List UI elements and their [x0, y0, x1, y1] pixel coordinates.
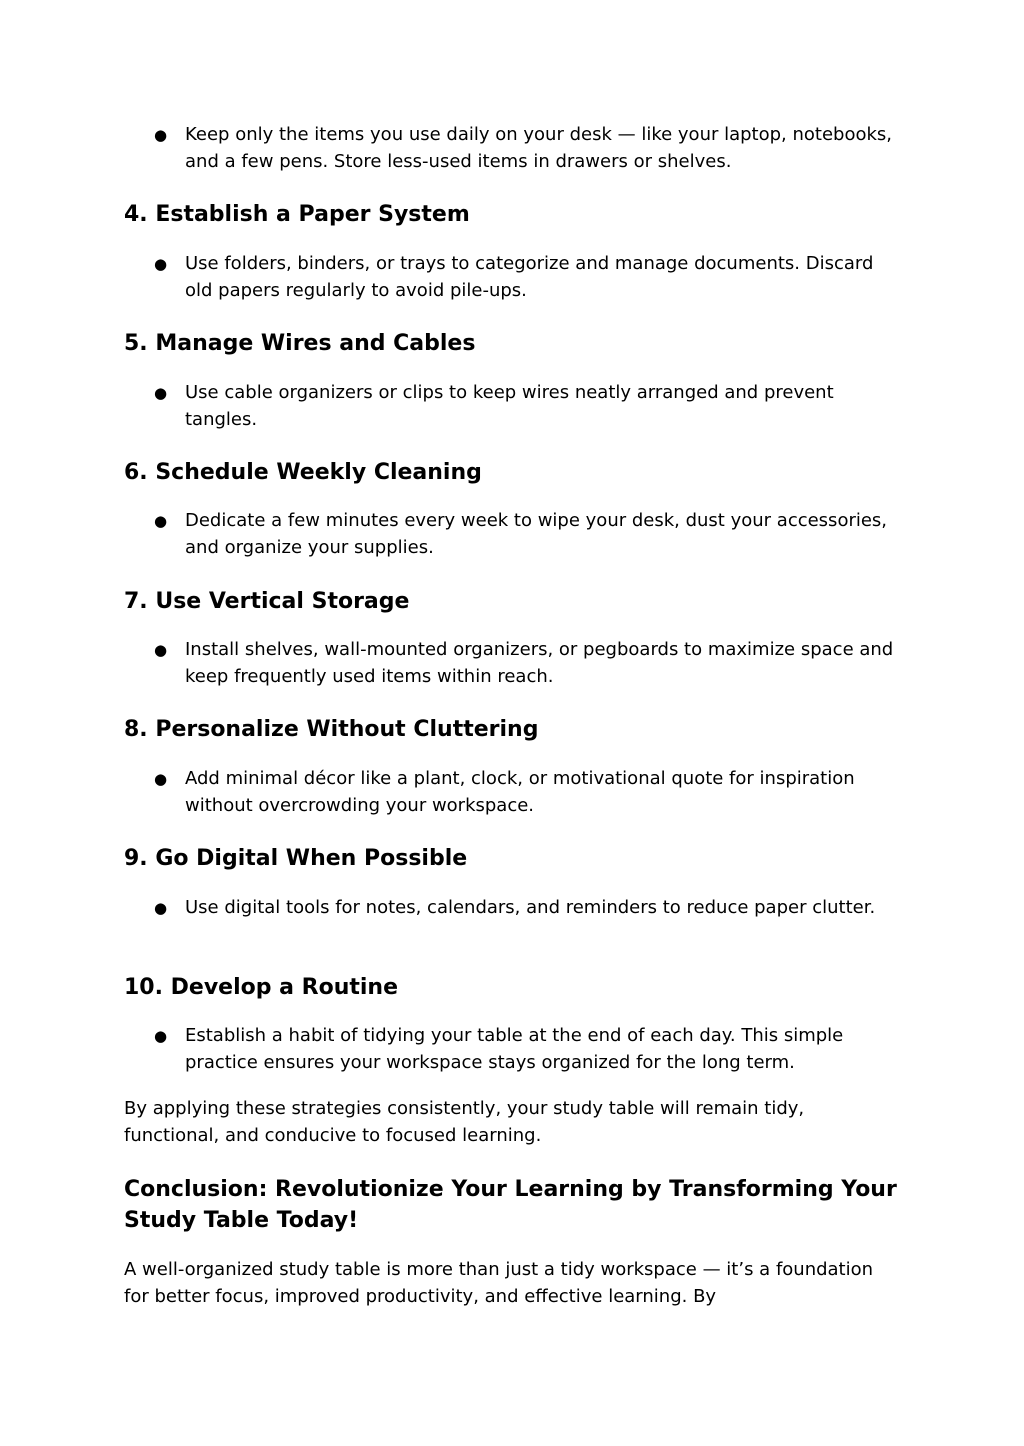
- bullet-icon: ●: [154, 899, 168, 917]
- bullet-icon: ●: [154, 512, 168, 530]
- bullet-icon: ●: [154, 641, 168, 659]
- list-item-text: Establish a habit of tidying your table at the end of each day. This simple practice ensures your workspace stays organized for the long term.: [185, 1025, 844, 1073]
- list-item-text: Use digital tools for notes, calendars, and reminders to reduce paper clutter.: [185, 897, 876, 918]
- list-item-text: Dedicate a few minutes every week to wipe your desk, dust your accessories, and organize your supplies.: [185, 510, 888, 558]
- list-item-text: Keep only the items you use daily on your desk — like your laptop, notebooks, and a few pens. Store less-used items in drawers or shelves.: [185, 124, 893, 172]
- section-heading-wires-cables: 5. Manage Wires and Cables: [124, 331, 476, 356]
- list-item: [124, 251, 900, 304]
- section-heading-weekly-cleaning: 6. Schedule Weekly Cleaning: [124, 460, 482, 485]
- conclusion-paragraph: A well-organized study table is more than just a tidy workspace — it’s a foundation for better focus, improved productivity, and effective learning. By: [124, 1259, 874, 1307]
- list-item-text: Use cable organizers or clips to keep wires neatly arranged and prevent tangles.: [185, 382, 834, 430]
- list-item: [124, 380, 900, 433]
- section-heading-go-digital: 9. Go Digital When Possible: [124, 846, 468, 871]
- bullet-icon: ●: [154, 1027, 168, 1045]
- bullet-icon: ●: [154, 255, 168, 273]
- list-item: [124, 637, 900, 690]
- bullet-icon: ●: [154, 770, 168, 788]
- bullet-icon: ●: [154, 126, 168, 144]
- list-item: [124, 766, 900, 819]
- bullet-icon: ●: [154, 384, 168, 402]
- list-item: [124, 508, 900, 561]
- list-item: [124, 1023, 900, 1076]
- section-heading-personalize: 8. Personalize Without Cluttering: [124, 717, 539, 742]
- list-item: [124, 895, 900, 922]
- list-item: [124, 122, 900, 175]
- list-item-text: Add minimal décor like a plant, clock, or motivational quote for inspiration without overcrowding your workspace.: [185, 768, 855, 816]
- list-item-text: Use folders, binders, or trays to categorize and manage documents. Discard old papers regularly to avoid pile-ups.: [185, 253, 874, 301]
- summary-paragraph: By applying these strategies consistently, your study table will remain tidy, functional, and conducive to focused learning.: [124, 1098, 805, 1146]
- list-item-text: Install shelves, wall-mounted organizers, or pegboards to maximize space and keep frequently used items within reach.: [185, 639, 894, 687]
- section-heading-paper-system: 4. Establish a Paper System: [124, 202, 470, 227]
- section-heading-routine: 10. Develop a Routine: [124, 975, 399, 1000]
- section-heading-vertical-storage: 7. Use Vertical Storage: [124, 589, 410, 614]
- conclusion-heading: Conclusion: Revolutionize Your Learning by Transforming Your Study Table Today!: [124, 1177, 897, 1233]
